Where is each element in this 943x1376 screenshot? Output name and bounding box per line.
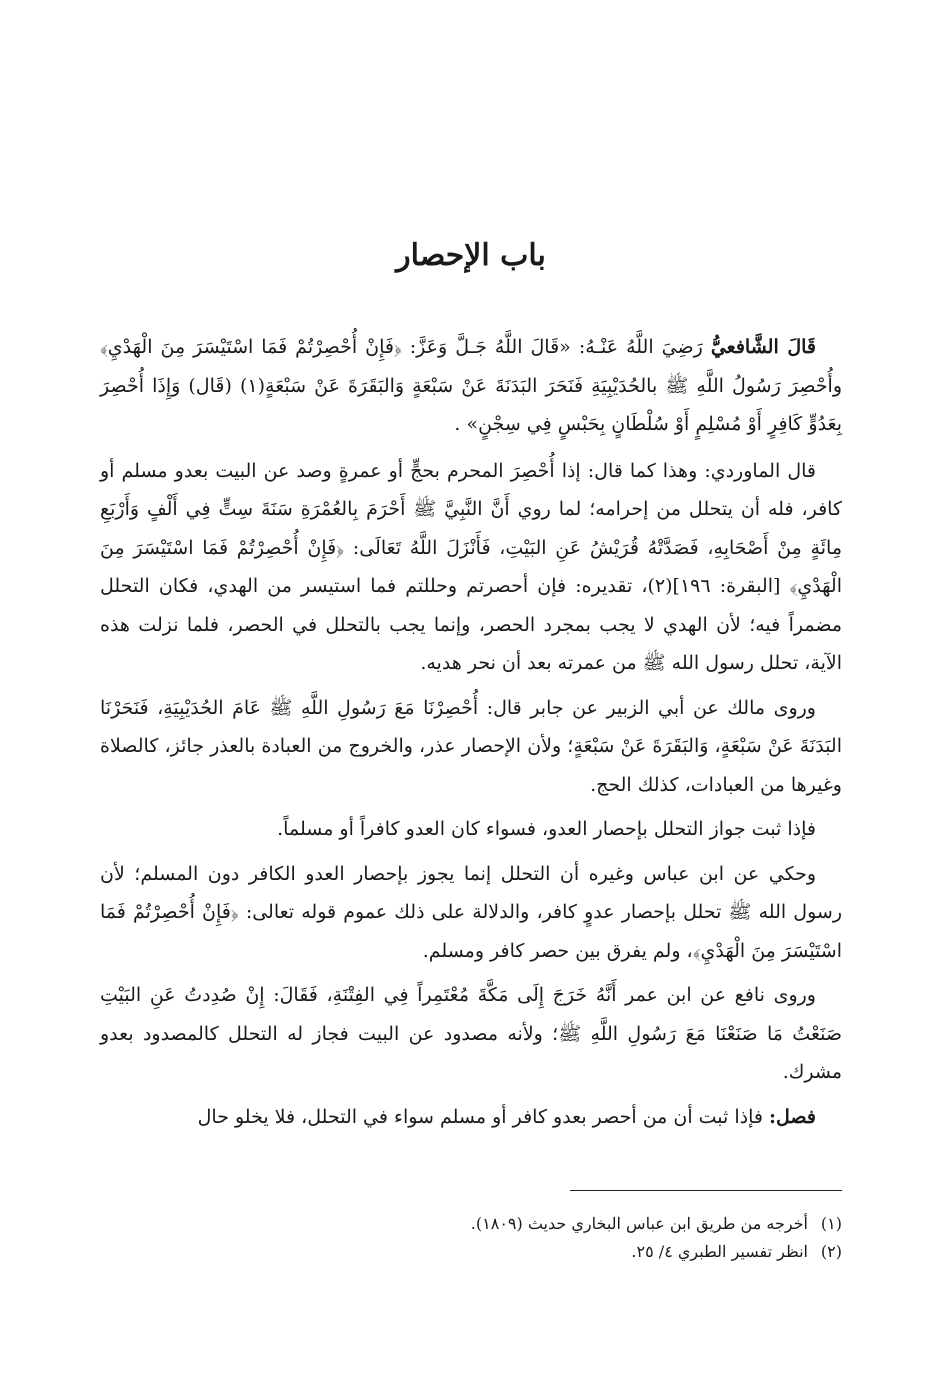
footnote-text: انظر تفسير الطبري ٤/ ٢٥. [631, 1242, 808, 1261]
paragraph-text: فإذا ثبت أن من أحصر بعدو كافر أو مسلم سواء في التحلل، فلا يخلو حال [197, 1105, 763, 1128]
chapter-title: باب الإحصار [396, 238, 546, 273]
footnote-1 [100, 1210, 842, 1238]
footnote-number: (٢) [820, 1242, 842, 1261]
fasl-label: فصل: [769, 1105, 816, 1128]
paragraph-malik-narration: وروى مالك عن أبي الزبير عن جابر قال: أُحْصِرْنَا مَعَ رَسُولِ اللَّهِ ﷺ عَامَ الحُدَيْبِيَةِ، فَنَحَرْنَا البَدَنَةَ عَنْ سَبْعَةٍ، وَالبَقَرَةَ عَنْ سَبْعَةٍ؛ ولأن الإحصار عذر، والخروج من العبادة بالعذر جائز، كالصلاة وغيرها من العبادات، كذلك الحج. [100, 696, 842, 796]
footnotes [100, 1210, 842, 1266]
footnote-text: أخرجه من طريق ابن عباس البخاري حديث (١٨٠٩). [470, 1214, 808, 1233]
paragraph-shafii-quote [100, 328, 842, 444]
paragraph-ibn-abbas: وحكي عن ابن عباس وغيره أن التحلل إنما يجوز بإحصار العدو الكافر دون المسلم؛ لأن رسول الله ﷺ تحلل بإحصار عدوٍ كافر، والدلالة على ذلك عموم قوله تعالى: ﴿فَإِنْ أُحْصِرْتُمْ فَمَا اسْتَيْسَرَ مِنَ الْهَدْيِ﴾، ولم يفرق بين حصر كافر ومسلم. [100, 862, 842, 962]
paragraph-enemy-ruling: فإذا ثبت جواز التحلل بإحصار العدو، فسواء كان العدو كافراً أو مسلماً. [277, 818, 816, 840]
body-text [100, 328, 842, 1142]
footnote-2 [100, 1238, 842, 1266]
paragraph-ibn-umar: وروى نافع عن ابن عمر أَنَّهُ خَرَجَ إِلَى مَكَّةَ مُعْتَمِراً فِي الفِتْنَةِ، فَقَالَ: إِنْ صُدِدتُ عَنِ البَيْتِ صَنَعْتُ مَا صَنَعْنَا مَعَ رَسُولِ اللَّهِ ﷺ؛ ولأنه مصدود عن البيت فجاز له التحلل كالمصدود بعدو مشرك. [100, 984, 842, 1083]
paragraph-text: رَضِيَ اللَّهُ عَنْـهُ: «قَالَ اللَّهُ جَـلَّ وَعَزَّ: ﴿فَإِنْ أُحْصِرْتُمْ فَمَا اسْتَيْسَرَ مِنَ الْهَدْيِ﴾ وأُحْصِرَ رَسُولُ اللَّهِ ﷺ بالحُدَيْبِيَةِ فَنَحَرَ البَدَنَةَ عَنْ سَبْعَةٍ وَالبَقَرَةَ عَنْ سَبْعَةٍ(١) (قَال) وَإِذَا أُحْصِرَ بِعَدُوٍّ كَافِرٍ أَوْ مُسْلِمٍ أَوْ سُلْطَانٍ بِحَبْسٍ فِي سِجْنٍ» . [100, 336, 843, 435]
footnote-divider [570, 1190, 842, 1191]
book-page [100, 0, 842, 1376]
paragraph-mawardi: قال الماوردي: وهذا كما قال: إذا أُحْصِرَ المحرم بحجٍّ أو عمرةٍ وصد عن البيت بعدو مسلم أو كافر، فله أن يتحلل من إحرامه؛ لما روي أَنَّ النَّبِيَّ ﷺ أَحْرَمَ بِالعُمْرَةِ سَنَةَ سِتٍّ فِي أَلْفٍ وَأَرْبَعِ مِائَةٍ مِنْ أَصْحَابِهِ، فَصَدَّتْهُ قُرَيْشُ عَنِ البَيْتِ، فَأَنْزَلَ اللَّهُ تَعَالَى: ﴿فَإِنْ أُحْصِرْتُمْ فَمَا اسْتَيْسَرَ مِنَ الْهَدْيِ﴾ [البقرة: ١٩٦](٢)، تقديره: فإن أحصرتم وحللتم فما استيسر من الهدي، فكان التحلل مضمراً فيه؛ لأن الهدي لا يجب بمجرد الحصر، وإنما يجب بالتحلل في الحصر، فلما نزلت هذه الآية، تحلل رسول الله ﷺ من عمرته بعد أن نحر هديه. [100, 459, 842, 674]
paragraph-lead: قَالَ الشَّافعيُّ [710, 336, 816, 358]
footnote-number: (١) [820, 1214, 842, 1233]
paragraph-fasl [100, 1098, 842, 1137]
